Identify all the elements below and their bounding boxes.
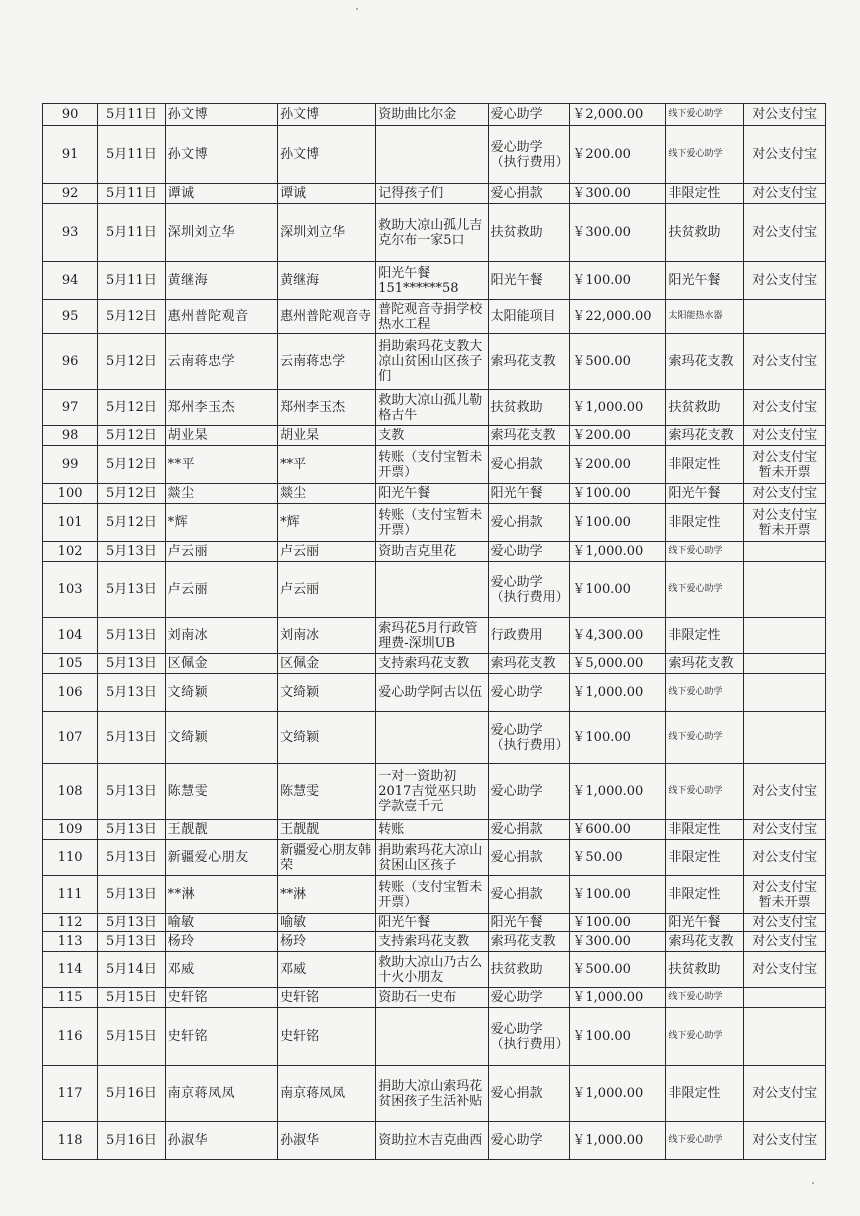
payment-channel-cell: 对公支付宝 <box>744 820 826 840</box>
purpose-cell: 救助大凉山孤儿吉克尔布一家5口 <box>376 204 488 262</box>
ledger-body <box>43 104 826 1160</box>
purpose-cell: 捐助索玛花大凉山贫困山区孩子 <box>376 840 488 876</box>
payment-channel-cell: 对公支付宝 <box>744 426 826 446</box>
row-number: 90 <box>43 104 98 126</box>
row-number: 102 <box>43 542 98 562</box>
payer-cell: 王靓靓 <box>278 820 376 840</box>
table-row <box>43 204 826 262</box>
donation-type-cell: 爱心助学（执行费用） <box>488 712 570 764</box>
payer-cell: **淋 <box>278 876 376 914</box>
donor-name-cell: 黄继海 <box>165 262 277 300</box>
date-cell: 5月12日 <box>98 504 165 542</box>
donation-type-cell: 爱心助学（执行费用） <box>488 1008 570 1066</box>
attribute-cell: 线下爱心助学 <box>666 674 744 712</box>
attribute-cell: 线下爱心助学 <box>666 1122 744 1160</box>
donor-name-cell: 区佩金 <box>165 654 277 674</box>
payment-channel-cell: 对公支付宝 <box>744 334 826 390</box>
donation-type-cell: 爱心助学 <box>488 988 570 1008</box>
donation-type-cell: 爱心捐款 <box>488 446 570 484</box>
row-number: 104 <box>43 618 98 654</box>
donor-name-cell: 卢云丽 <box>165 562 277 618</box>
date-cell: 5月13日 <box>98 820 165 840</box>
amount-cell: ￥22,000.00 <box>570 300 666 334</box>
date-cell: 5月13日 <box>98 542 165 562</box>
payer-cell: 文绮颖 <box>278 712 376 764</box>
date-cell: 5月13日 <box>98 914 165 932</box>
donor-name-cell: 孙淑华 <box>165 1122 277 1160</box>
attribute-cell: 索玛花支教 <box>666 334 744 390</box>
donation-type-cell: 索玛花支教 <box>488 426 570 446</box>
purpose-cell: 转账 <box>376 820 488 840</box>
amount-cell: ￥2,000.00 <box>570 104 666 126</box>
table-row <box>43 104 826 126</box>
donation-type-cell: 扶贫救助 <box>488 204 570 262</box>
amount-cell: ￥1,000.00 <box>570 390 666 426</box>
attribute-cell: 线下爱心助学 <box>666 764 744 820</box>
amount-cell: ￥1,000.00 <box>570 1066 666 1122</box>
purpose-cell <box>376 562 488 618</box>
purpose-cell: 支持索玛花支教 <box>376 932 488 952</box>
purpose-cell: 转账（支付宝暂未开票） <box>376 876 488 914</box>
donor-name-cell: 喻敏 <box>165 914 277 932</box>
date-cell: 5月11日 <box>98 126 165 184</box>
purpose-cell: 阳光午餐151******58 <box>376 262 488 300</box>
payer-cell: 云南蒋忠学 <box>278 334 376 390</box>
purpose-cell <box>376 126 488 184</box>
attribute-cell: 非限定性 <box>666 504 744 542</box>
donor-name-cell: 邓威 <box>165 952 277 988</box>
table-row <box>43 840 826 876</box>
payer-cell: 孙淑华 <box>278 1122 376 1160</box>
payer-cell: 胡业杲 <box>278 426 376 446</box>
row-number: 116 <box>43 1008 98 1066</box>
table-row <box>43 542 826 562</box>
payment-channel-cell <box>744 712 826 764</box>
scan-speck <box>356 8 358 10</box>
donor-name-cell: 云南蒋忠学 <box>165 334 277 390</box>
donation-type-cell: 太阳能项目 <box>488 300 570 334</box>
row-number: 91 <box>43 126 98 184</box>
date-cell: 5月13日 <box>98 712 165 764</box>
purpose-cell: 救助大凉山乃古么十火小朋友 <box>376 952 488 988</box>
attribute-cell: 阳光午餐 <box>666 484 744 504</box>
donation-type-cell: 行政费用 <box>488 618 570 654</box>
purpose-cell: 转账（支付宝暂未开票） <box>376 446 488 484</box>
payment-channel-cell: 对公支付宝 <box>744 1122 826 1160</box>
date-cell: 5月16日 <box>98 1122 165 1160</box>
donor-name-cell: 燚尘 <box>165 484 277 504</box>
row-number: 99 <box>43 446 98 484</box>
donor-name-cell: **淋 <box>165 876 277 914</box>
amount-cell: ￥200.00 <box>570 446 666 484</box>
payer-cell: 燚尘 <box>278 484 376 504</box>
amount-cell: ￥600.00 <box>570 820 666 840</box>
payment-channel-cell: 对公支付宝 <box>744 104 826 126</box>
payer-cell: 卢云丽 <box>278 542 376 562</box>
payer-cell: *辉 <box>278 504 376 542</box>
payment-channel-cell <box>744 618 826 654</box>
table-row <box>43 764 826 820</box>
date-cell: 5月12日 <box>98 334 165 390</box>
row-number: 101 <box>43 504 98 542</box>
purpose-cell: 记得孩子们 <box>376 184 488 204</box>
amount-cell: ￥50.00 <box>570 840 666 876</box>
row-number: 107 <box>43 712 98 764</box>
date-cell: 5月11日 <box>98 104 165 126</box>
date-cell: 5月15日 <box>98 988 165 1008</box>
amount-cell: ￥1,000.00 <box>570 542 666 562</box>
donation-type-cell: 爱心助学 <box>488 104 570 126</box>
purpose-cell: 捐助大凉山索玛花贫困孩子生活补贴 <box>376 1066 488 1122</box>
donation-type-cell: 扶贫救助 <box>488 952 570 988</box>
attribute-cell: 非限定性 <box>666 1066 744 1122</box>
table-row <box>43 562 826 618</box>
row-number: 111 <box>43 876 98 914</box>
donation-type-cell: 爱心捐款 <box>488 184 570 204</box>
purpose-cell: 普陀观音寺捐学校热水工程 <box>376 300 488 334</box>
row-number: 109 <box>43 820 98 840</box>
date-cell: 5月12日 <box>98 300 165 334</box>
date-cell: 5月12日 <box>98 426 165 446</box>
attribute-cell: 线下爱心助学 <box>666 126 744 184</box>
payer-cell: 卢云丽 <box>278 562 376 618</box>
payer-cell: 区佩金 <box>278 654 376 674</box>
date-cell: 5月13日 <box>98 562 165 618</box>
attribute-cell: 阳光午餐 <box>666 914 744 932</box>
payer-cell: 喻敏 <box>278 914 376 932</box>
payment-channel-cell <box>744 1008 826 1066</box>
row-number: 115 <box>43 988 98 1008</box>
table-row <box>43 390 826 426</box>
payer-cell: 南京蒋凤凤 <box>278 1066 376 1122</box>
attribute-cell: 阳光午餐 <box>666 262 744 300</box>
attribute-cell: 扶贫救助 <box>666 952 744 988</box>
date-cell: 5月12日 <box>98 446 165 484</box>
scan-speck <box>812 1182 814 1184</box>
table-row <box>43 334 826 390</box>
row-number: 100 <box>43 484 98 504</box>
amount-cell: ￥100.00 <box>570 1008 666 1066</box>
donation-type-cell: 爱心助学 <box>488 1122 570 1160</box>
donor-name-cell: 谭诚 <box>165 184 277 204</box>
purpose-cell: 资助拉木吉克曲西 <box>376 1122 488 1160</box>
donation-type-cell: 爱心助学 <box>488 674 570 712</box>
date-cell: 5月11日 <box>98 262 165 300</box>
table-row <box>43 654 826 674</box>
payment-channel-cell <box>744 674 826 712</box>
donor-name-cell: 王靓靓 <box>165 820 277 840</box>
payer-cell: 郑州李玉杰 <box>278 390 376 426</box>
donation-type-cell: 索玛花支教 <box>488 932 570 952</box>
donor-name-cell: 刘南冰 <box>165 618 277 654</box>
payment-channel-cell: 对公支付宝 <box>744 952 826 988</box>
attribute-cell: 非限定性 <box>666 876 744 914</box>
amount-cell: ￥100.00 <box>570 876 666 914</box>
purpose-cell: 资助吉克里花 <box>376 542 488 562</box>
attribute-cell: 线下爱心助学 <box>666 562 744 618</box>
attribute-cell: 线下爱心助学 <box>666 988 744 1008</box>
purpose-cell: 阳光午餐 <box>376 914 488 932</box>
purpose-cell <box>376 1008 488 1066</box>
donor-name-cell: 卢云丽 <box>165 542 277 562</box>
donation-type-cell: 爱心捐款 <box>488 820 570 840</box>
purpose-cell: 一对一资助初2017吉觉巫只助学款壹千元 <box>376 764 488 820</box>
payment-channel-cell: 对公支付宝 <box>744 126 826 184</box>
date-cell: 5月12日 <box>98 390 165 426</box>
row-number: 108 <box>43 764 98 820</box>
amount-cell: ￥500.00 <box>570 952 666 988</box>
purpose-cell <box>376 712 488 764</box>
payment-channel-cell: 对公支付宝暂未开票 <box>744 876 826 914</box>
attribute-cell: 索玛花支教 <box>666 654 744 674</box>
table-row <box>43 914 826 932</box>
donation-type-cell: 阳光午餐 <box>488 914 570 932</box>
payment-channel-cell: 对公支付宝 <box>744 914 826 932</box>
row-number: 110 <box>43 840 98 876</box>
donor-name-cell: 孙文博 <box>165 126 277 184</box>
attribute-cell: 扶贫救助 <box>666 204 744 262</box>
donation-type-cell: 爱心助学（执行费用） <box>488 126 570 184</box>
date-cell: 5月14日 <box>98 952 165 988</box>
amount-cell: ￥300.00 <box>570 184 666 204</box>
payment-channel-cell: 对公支付宝 <box>744 262 826 300</box>
table-row <box>43 876 826 914</box>
date-cell: 5月16日 <box>98 1066 165 1122</box>
attribute-cell: 非限定性 <box>666 618 744 654</box>
attribute-cell: 扶贫救助 <box>666 390 744 426</box>
amount-cell: ￥500.00 <box>570 334 666 390</box>
amount-cell: ￥1,000.00 <box>570 674 666 712</box>
payment-channel-cell: 对公支付宝 <box>744 204 826 262</box>
date-cell: 5月12日 <box>98 484 165 504</box>
payment-channel-cell <box>744 562 826 618</box>
amount-cell: ￥100.00 <box>570 562 666 618</box>
row-number: 96 <box>43 334 98 390</box>
attribute-cell: 索玛花支教 <box>666 932 744 952</box>
purpose-cell: 阳光午餐 <box>376 484 488 504</box>
payer-cell: 史轩铭 <box>278 988 376 1008</box>
donation-type-cell: 爱心助学 <box>488 542 570 562</box>
payer-cell: 刘南冰 <box>278 618 376 654</box>
row-number: 113 <box>43 932 98 952</box>
purpose-cell: 爱心助学阿古以伍 <box>376 674 488 712</box>
payment-channel-cell: 对公支付宝 <box>744 484 826 504</box>
payment-channel-cell: 对公支付宝暂未开票 <box>744 504 826 542</box>
table-row <box>43 1122 826 1160</box>
donor-name-cell: *辉 <box>165 504 277 542</box>
table-row <box>43 1066 826 1122</box>
payment-channel-cell <box>744 988 826 1008</box>
attribute-cell: 太阳能热水器 <box>666 300 744 334</box>
donation-type-cell: 扶贫救助 <box>488 390 570 426</box>
payment-channel-cell <box>744 300 826 334</box>
date-cell: 5月11日 <box>98 184 165 204</box>
payer-cell: 深圳刘立华 <box>278 204 376 262</box>
table-row <box>43 1008 826 1066</box>
donor-name-cell: **平 <box>165 446 277 484</box>
donation-type-cell: 爱心捐款 <box>488 840 570 876</box>
table-row <box>43 426 826 446</box>
donor-name-cell: 杨玲 <box>165 932 277 952</box>
row-number: 118 <box>43 1122 98 1160</box>
payment-channel-cell <box>744 654 826 674</box>
amount-cell: ￥200.00 <box>570 126 666 184</box>
donation-type-cell: 爱心捐款 <box>488 1066 570 1122</box>
table-row <box>43 300 826 334</box>
row-number: 117 <box>43 1066 98 1122</box>
purpose-cell: 资助石一史布 <box>376 988 488 1008</box>
donation-type-cell: 阳光午餐 <box>488 484 570 504</box>
table-row <box>43 504 826 542</box>
payment-channel-cell: 对公支付宝 <box>744 840 826 876</box>
date-cell: 5月13日 <box>98 764 165 820</box>
payer-cell: 邓威 <box>278 952 376 988</box>
donor-name-cell: 胡业杲 <box>165 426 277 446</box>
amount-cell: ￥300.00 <box>570 204 666 262</box>
table-row <box>43 446 826 484</box>
amount-cell: ￥300.00 <box>570 932 666 952</box>
donation-type-cell: 索玛花支教 <box>488 654 570 674</box>
row-number: 98 <box>43 426 98 446</box>
purpose-cell: 索玛花5月行政管理费-深圳UB <box>376 618 488 654</box>
row-number: 112 <box>43 914 98 932</box>
table-row <box>43 932 826 952</box>
table-row <box>43 262 826 300</box>
payer-cell: 黄继海 <box>278 262 376 300</box>
purpose-cell: 支教 <box>376 426 488 446</box>
amount-cell: ￥100.00 <box>570 712 666 764</box>
table-row <box>43 184 826 204</box>
row-number: 97 <box>43 390 98 426</box>
payer-cell: 惠州普陀观音寺 <box>278 300 376 334</box>
payment-channel-cell <box>744 542 826 562</box>
donor-name-cell: 惠州普陀观音 <box>165 300 277 334</box>
attribute-cell: 线下爱心助学 <box>666 712 744 764</box>
donor-name-cell: 深圳刘立华 <box>165 204 277 262</box>
table-row <box>43 126 826 184</box>
row-number: 105 <box>43 654 98 674</box>
amount-cell: ￥1,000.00 <box>570 764 666 820</box>
date-cell: 5月13日 <box>98 840 165 876</box>
table-row <box>43 674 826 712</box>
amount-cell: ￥4,300.00 <box>570 618 666 654</box>
donor-name-cell: 史轩铭 <box>165 1008 277 1066</box>
donation-type-cell: 索玛花支教 <box>488 334 570 390</box>
donor-name-cell: 新疆爱心朋友 <box>165 840 277 876</box>
payer-cell: 孙文博 <box>278 104 376 126</box>
row-number: 92 <box>43 184 98 204</box>
attribute-cell: 线下爱心助学 <box>666 104 744 126</box>
amount-cell: ￥200.00 <box>570 426 666 446</box>
amount-cell: ￥5,000.00 <box>570 654 666 674</box>
table-row <box>43 820 826 840</box>
donation-type-cell: 爱心助学 <box>488 764 570 820</box>
donor-name-cell: 陈慧雯 <box>165 764 277 820</box>
row-number: 93 <box>43 204 98 262</box>
donor-name-cell: 史轩铭 <box>165 988 277 1008</box>
payment-channel-cell: 对公支付宝 <box>744 390 826 426</box>
payer-cell: 陈慧雯 <box>278 764 376 820</box>
row-number: 95 <box>43 300 98 334</box>
amount-cell: ￥100.00 <box>570 262 666 300</box>
attribute-cell: 非限定性 <box>666 184 744 204</box>
amount-cell: ￥100.00 <box>570 914 666 932</box>
payment-channel-cell: 对公支付宝暂未开票 <box>744 446 826 484</box>
date-cell: 5月11日 <box>98 204 165 262</box>
payer-cell: 谭诚 <box>278 184 376 204</box>
payment-channel-cell: 对公支付宝 <box>744 932 826 952</box>
payer-cell: 史轩铭 <box>278 1008 376 1066</box>
attribute-cell: 非限定性 <box>666 840 744 876</box>
date-cell: 5月13日 <box>98 876 165 914</box>
attribute-cell: 索玛花支教 <box>666 426 744 446</box>
row-number: 94 <box>43 262 98 300</box>
amount-cell: ￥100.00 <box>570 484 666 504</box>
payer-cell: 文绮颖 <box>278 674 376 712</box>
payer-cell: **平 <box>278 446 376 484</box>
date-cell: 5月13日 <box>98 654 165 674</box>
payment-channel-cell: 对公支付宝 <box>744 184 826 204</box>
date-cell: 5月13日 <box>98 674 165 712</box>
donation-type-cell: 爱心捐款 <box>488 504 570 542</box>
date-cell: 5月13日 <box>98 618 165 654</box>
row-number: 106 <box>43 674 98 712</box>
donation-type-cell: 爱心助学（执行费用） <box>488 562 570 618</box>
table-row <box>43 952 826 988</box>
donation-type-cell: 爱心捐款 <box>488 876 570 914</box>
attribute-cell: 非限定性 <box>666 820 744 840</box>
donor-name-cell: 南京蒋凤凤 <box>165 1066 277 1122</box>
date-cell: 5月15日 <box>98 1008 165 1066</box>
table-row <box>43 484 826 504</box>
table-row <box>43 988 826 1008</box>
row-number: 114 <box>43 952 98 988</box>
purpose-cell: 支持索玛花支教 <box>376 654 488 674</box>
payer-cell: 新疆爱心朋友韩荣 <box>278 840 376 876</box>
donor-name-cell: 郑州李玉杰 <box>165 390 277 426</box>
date-cell: 5月13日 <box>98 932 165 952</box>
purpose-cell: 资助曲比尔金 <box>376 104 488 126</box>
payment-channel-cell: 对公支付宝 <box>744 764 826 820</box>
purpose-cell: 救助大凉山孤儿勒格古牛 <box>376 390 488 426</box>
donor-name-cell: 文绮颖 <box>165 712 277 764</box>
payment-channel-cell: 对公支付宝 <box>744 1066 826 1122</box>
purpose-cell: 转账（支付宝暂未开票） <box>376 504 488 542</box>
donor-name-cell: 孙文博 <box>165 104 277 126</box>
amount-cell: ￥1,000.00 <box>570 988 666 1008</box>
purpose-cell: 捐助索玛花支教大凉山贫困山区孩子们 <box>376 334 488 390</box>
table-row <box>43 712 826 764</box>
amount-cell: ￥1,000.00 <box>570 1122 666 1160</box>
donor-name-cell: 文绮颖 <box>165 674 277 712</box>
payer-cell: 孙文博 <box>278 126 376 184</box>
table-row <box>43 618 826 654</box>
attribute-cell: 线下爱心助学 <box>666 542 744 562</box>
payer-cell: 杨玲 <box>278 932 376 952</box>
row-number: 103 <box>43 562 98 618</box>
amount-cell: ￥100.00 <box>570 504 666 542</box>
attribute-cell: 非限定性 <box>666 446 744 484</box>
donation-ledger-table <box>42 103 826 1160</box>
attribute-cell: 线下爱心助学 <box>666 1008 744 1066</box>
donation-type-cell: 阳光午餐 <box>488 262 570 300</box>
